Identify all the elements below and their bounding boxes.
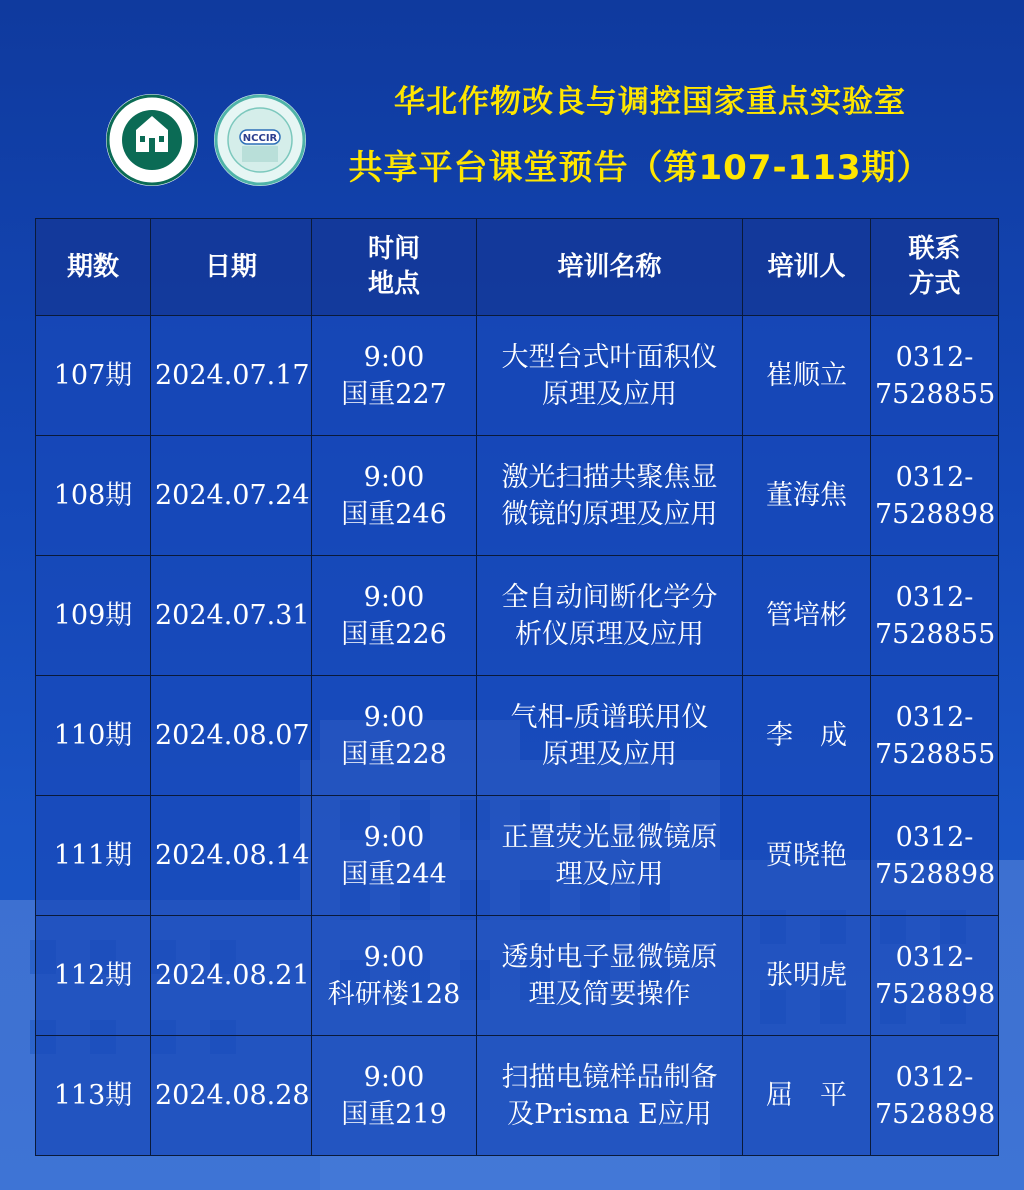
phone-number: 7528898 (875, 978, 996, 1010)
contact-cell (871, 1036, 999, 1156)
training-name-line1: 扫描电镜样品制备 (501, 1061, 718, 1093)
trainer-cell: 管培彬 (743, 556, 871, 676)
date-cell: 2024.07.31 (151, 556, 312, 676)
time-text: 9:00 (363, 701, 425, 733)
phone-area-code: 0312- (895, 821, 974, 853)
date-cell: 2024.08.28 (151, 1036, 312, 1156)
training-name-line2: 原理及应用 (542, 738, 677, 770)
header-time-label: 时间 (367, 234, 420, 264)
table-row (36, 796, 999, 916)
time-place-cell (312, 436, 477, 556)
header-contact-label-1: 联系 (908, 234, 961, 264)
date-cell: 2024.07.17 (151, 316, 312, 436)
trainer-cell: 崔顺立 (743, 316, 871, 436)
time-place-cell (312, 676, 477, 796)
training-name-line1: 大型台式叶面积仪 (501, 341, 718, 373)
hebau-university-seal-icon (106, 94, 198, 186)
phone-area-code: 0312- (895, 701, 974, 733)
time-text: 9:00 (363, 581, 425, 613)
contact-cell (871, 796, 999, 916)
issue-cell: 113期 (36, 1036, 151, 1156)
training-name-line1: 正置荧光显微镜原 (501, 821, 718, 853)
trainer-cell: 贾晓艳 (743, 796, 871, 916)
header-date: 日期 (151, 219, 312, 316)
issue-cell: 110期 (36, 676, 151, 796)
training-name-line2: 理及应用 (555, 858, 664, 890)
issue-cell: 107期 (36, 316, 151, 436)
table-header-row (36, 219, 999, 316)
training-schedule-table (35, 218, 999, 1156)
place-text: 国重246 (341, 498, 447, 530)
time-text: 9:00 (363, 1061, 425, 1093)
header-contact-label-2: 方式 (908, 269, 961, 299)
training-name-cell (477, 556, 743, 676)
contact-cell (871, 316, 999, 436)
phone-number: 7528855 (875, 378, 996, 410)
place-text: 国重227 (341, 378, 447, 410)
phone-area-code: 0312- (895, 1061, 974, 1093)
phone-area-code: 0312- (895, 581, 974, 613)
table-row (36, 676, 999, 796)
header-time-place (312, 219, 477, 316)
page-subtitle: 共享平台课堂预告（第107-113期） (348, 148, 932, 188)
training-name-line1: 气相-质谱联用仪 (510, 701, 709, 733)
contact-cell (871, 676, 999, 796)
time-place-cell (312, 1036, 477, 1156)
contact-cell (871, 556, 999, 676)
training-name-line1: 激光扫描共聚焦显 (501, 461, 718, 493)
table-row (36, 1036, 999, 1156)
training-name-line2: 理及简要操作 (528, 978, 691, 1010)
phone-number: 7528855 (875, 738, 996, 770)
training-name-cell (477, 676, 743, 796)
table-row (36, 556, 999, 676)
phone-number: 7528898 (875, 1098, 996, 1130)
phone-area-code: 0312- (895, 941, 974, 973)
page-title: 华北作物改良与调控国家重点实验室 (394, 84, 906, 120)
place-text: 科研楼128 (327, 978, 461, 1010)
time-place-cell (312, 796, 477, 916)
place-text: 国重228 (341, 738, 447, 770)
place-text: 国重219 (341, 1098, 447, 1130)
table-row (36, 316, 999, 436)
header-trainer: 培训人 (743, 219, 871, 316)
trainer-cell: 张明虎 (743, 916, 871, 1036)
contact-cell (871, 436, 999, 556)
training-name-line1: 全自动间断化学分 (501, 581, 718, 613)
phone-area-code: 0312- (895, 461, 974, 493)
time-text: 9:00 (363, 821, 425, 853)
phone-number: 7528898 (875, 498, 996, 530)
header (0, 0, 1024, 210)
date-cell: 2024.08.14 (151, 796, 312, 916)
time-text: 9:00 (363, 941, 425, 973)
header-contact (871, 219, 999, 316)
trainer-cell: 董海焦 (743, 436, 871, 556)
time-place-cell (312, 556, 477, 676)
time-text: 9:00 (363, 341, 425, 373)
date-cell: 2024.08.07 (151, 676, 312, 796)
training-name-cell (477, 1036, 743, 1156)
time-text: 9:00 (363, 461, 425, 493)
header-training-name: 培训名称 (477, 219, 743, 316)
training-name-line2: 微镜的原理及应用 (501, 498, 718, 530)
header-place-label: 地点 (367, 269, 420, 299)
phone-number: 7528855 (875, 618, 996, 650)
issue-cell: 109期 (36, 556, 151, 676)
table-row (36, 436, 999, 556)
issue-cell: 108期 (36, 436, 151, 556)
training-name-cell (477, 436, 743, 556)
training-name-line2: 及Prisma E应用 (507, 1098, 712, 1130)
place-text: 国重226 (341, 618, 447, 650)
training-name-line2: 析仪原理及应用 (515, 618, 704, 650)
issue-cell: 111期 (36, 796, 151, 916)
nccir-logo-text: NCCIR (242, 133, 278, 144)
training-name-line2: 原理及应用 (542, 378, 677, 410)
phone-area-code: 0312- (895, 341, 974, 373)
trainer-cell: 李 成 (743, 676, 871, 796)
contact-cell (871, 916, 999, 1036)
time-place-cell (312, 916, 477, 1036)
training-name-cell (477, 916, 743, 1036)
training-name-cell (477, 316, 743, 436)
date-cell: 2024.07.24 (151, 436, 312, 556)
phone-number: 7528898 (875, 858, 996, 890)
training-name-cell (477, 796, 743, 916)
place-text: 国重244 (341, 858, 447, 890)
issue-cell: 112期 (36, 916, 151, 1036)
date-cell: 2024.08.21 (151, 916, 312, 1036)
table-row (36, 916, 999, 1036)
trainer-cell: 屈 平 (743, 1036, 871, 1156)
header-issue: 期数 (36, 219, 151, 316)
time-place-cell (312, 316, 477, 436)
training-name-line1: 透射电子显微镜原 (501, 941, 718, 973)
